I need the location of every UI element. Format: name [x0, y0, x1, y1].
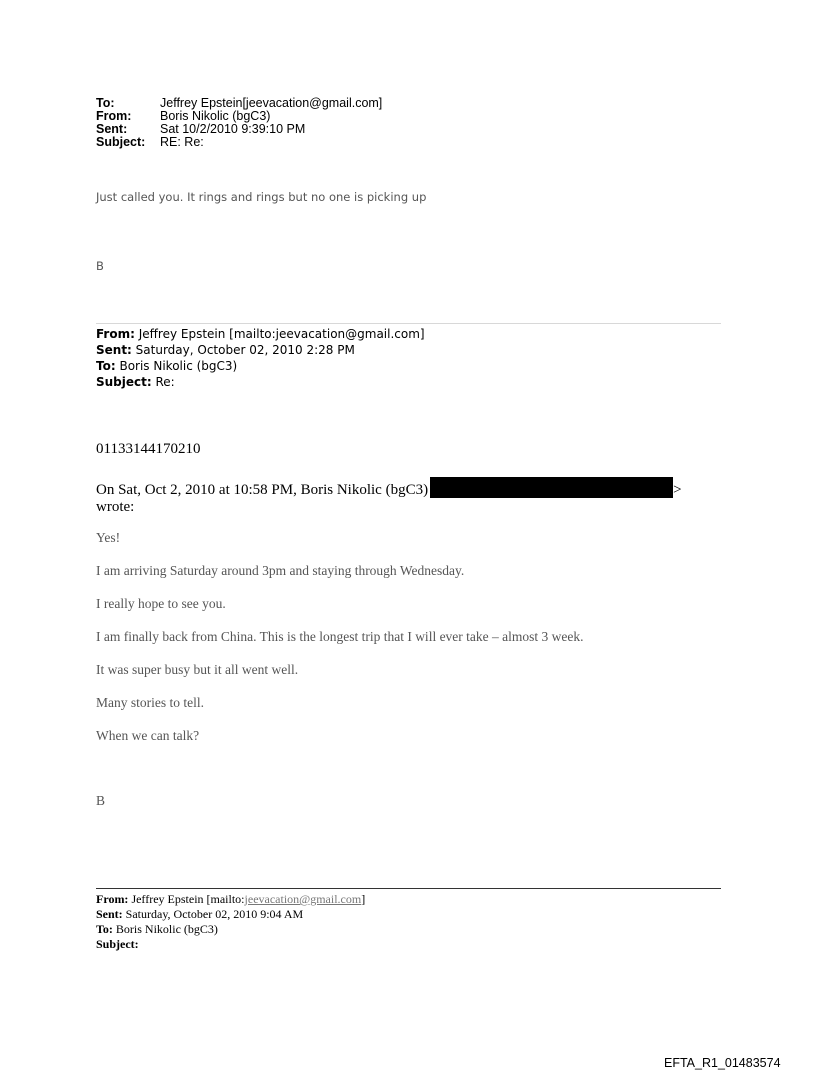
- from-label: From:: [96, 109, 132, 123]
- quoted-line: I really hope to see you.: [96, 596, 226, 611]
- sent-value-2: Saturday, October 02, 2010 2:28 PM: [131, 343, 355, 357]
- sent-label-2: Sent:: [96, 343, 132, 357]
- to-value-3: Boris Nikolic (bgC3): [112, 922, 218, 936]
- from-prefix-3: Jeffrey Epstein [mailto:: [128, 892, 245, 906]
- email-header-3: [96, 892, 365, 952]
- from-label-2: From:: [96, 327, 135, 341]
- document-id: EFTA_R1_01483574: [664, 1056, 781, 1070]
- quoted-line: I am arriving Saturday around 3pm and staying through Wednesday.: [96, 563, 465, 578]
- subject-value-2: Re:: [151, 375, 175, 389]
- quote-attribution: [96, 477, 736, 516]
- on-line-text: On Sat, Oct 2, 2010 at 10:58 PM, Boris Nikolic (bgC3): [96, 482, 429, 498]
- body-line-1: Just called you. It rings and rings but no one is picking up: [96, 190, 427, 204]
- quoted-line: Many stories to tell.: [96, 695, 204, 710]
- subject-label-3: Subject:: [96, 937, 139, 951]
- body-signature-1: B: [96, 259, 104, 273]
- email-header-2: [96, 326, 425, 390]
- to-value: Jeffrey Epstein[jeevacation@gmail.com]: [160, 96, 383, 110]
- email-header-1: [96, 97, 382, 149]
- email-link[interactable]: jeevacation@gmail.com: [244, 892, 362, 906]
- divider-2: [96, 888, 721, 889]
- subject-label-2: Subject:: [96, 375, 152, 389]
- quoted-line: I am finally back from China. This is the longest trip that I will ever take – almost 3 week.: [96, 629, 584, 644]
- subject-value: RE: Re:: [160, 135, 204, 149]
- sent-label-3: Sent:: [96, 907, 123, 921]
- to-label: To:: [96, 96, 115, 110]
- quoted-line: Yes!: [96, 530, 121, 545]
- to-value-2: Boris Nikolic (bgC3): [115, 359, 238, 373]
- from-value-2: Jeffrey Epstein [mailto:jeevacation@gmail.com]: [134, 327, 425, 341]
- quoted-line: When we can talk?: [96, 728, 200, 743]
- on-line-tail: >: [673, 482, 682, 498]
- from-suffix-3: ]: [361, 892, 366, 906]
- quoted-signature: B: [96, 793, 106, 808]
- to-label-2: To:: [96, 359, 116, 373]
- phone-number: 01133144170210: [96, 441, 201, 457]
- sent-label: Sent:: [96, 122, 128, 136]
- sent-value: Sat 10/2/2010 9:39:10 PM: [160, 122, 306, 136]
- subject-label: Subject:: [96, 135, 146, 149]
- wrote-text: wrote:: [96, 499, 135, 515]
- from-value: Boris Nikolic (bgC3): [160, 109, 271, 123]
- from-label-3: From:: [96, 892, 129, 906]
- quoted-line: It was super busy but it all went well.: [96, 662, 299, 677]
- sent-value-3: Saturday, October 02, 2010 9:04 AM: [122, 907, 304, 921]
- divider-1: [96, 323, 721, 324]
- redaction-block: [430, 477, 673, 498]
- to-label-3: To:: [96, 922, 113, 936]
